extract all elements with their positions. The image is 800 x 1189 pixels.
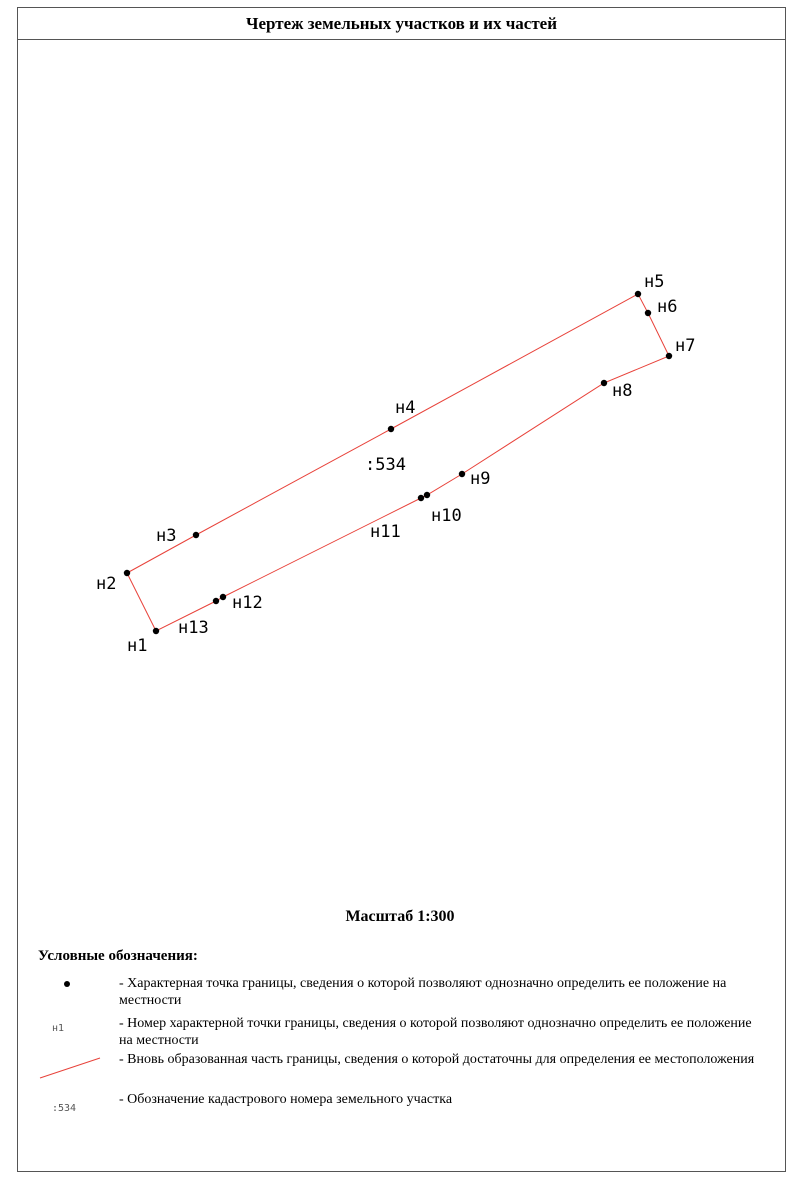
- legend-text: - Номер характерной точки границы, сведения о которой позволяют однозначно определить ее положение на местности: [119, 1016, 752, 1048]
- cadastral-number-label: :534: [365, 455, 406, 475]
- vertex-7: [666, 353, 672, 359]
- vertex-12: [220, 594, 226, 600]
- legend-symbol-cadastral: [38, 1091, 108, 1114]
- legend-symbol-line: [38, 1051, 108, 1071]
- vertex-label-7: н7: [675, 336, 696, 356]
- vertex-6: [645, 310, 651, 316]
- vertex-label-5: н5: [644, 272, 665, 292]
- vertex-4: [388, 426, 394, 432]
- vertex-1: [153, 628, 159, 634]
- scale-label: Масштаб 1:300: [345, 908, 455, 925]
- vertex-9: [459, 471, 465, 477]
- vertex-label-9: н9: [470, 469, 491, 489]
- vertex-label-8: н8: [612, 381, 633, 401]
- vertex-label-2: н2: [96, 574, 117, 594]
- drawing-title: Чертеж земельных участков и их частей: [18, 8, 785, 40]
- vertex-10: [424, 492, 430, 498]
- point-dot-icon: [64, 981, 70, 987]
- vertex-3: [193, 532, 199, 538]
- vertex-label-1: н1: [127, 636, 148, 656]
- vertex-label-6: н6: [657, 297, 678, 317]
- vertex-5: [635, 291, 641, 297]
- boundary-line-icon: [38, 1051, 108, 1081]
- vertex-11: [418, 495, 424, 501]
- cadastral-number-sample: :534: [52, 1103, 77, 1114]
- legend-text: - Вновь образованная часть границы, сведения о которой достаточны для определения ее местоположения: [119, 1052, 755, 1067]
- vertex-label-12: н12: [232, 593, 263, 613]
- legend-title: Условные обозначения:: [38, 948, 198, 964]
- vertex-2: [124, 570, 130, 576]
- point-number-sample: н1: [52, 1023, 65, 1034]
- vertex-label-10: н10: [431, 506, 462, 526]
- vertex-13: [213, 598, 219, 604]
- vertex-label-13: н13: [178, 618, 209, 638]
- vertex-label-3: н3: [156, 526, 177, 546]
- vertex-label-4: н4: [395, 398, 416, 418]
- vertex-label-11: н11: [370, 522, 401, 542]
- legend-symbol-dot: [38, 975, 108, 995]
- legend-text: - Обозначение кадастрового номера земельного участка: [119, 1092, 453, 1107]
- legend-text: - Характерная точка границы, сведения о которой позволяют однозначно определить ее положение на местности: [119, 976, 727, 1008]
- legend-symbol-label: [38, 1015, 108, 1035]
- vertex-8: [601, 380, 607, 386]
